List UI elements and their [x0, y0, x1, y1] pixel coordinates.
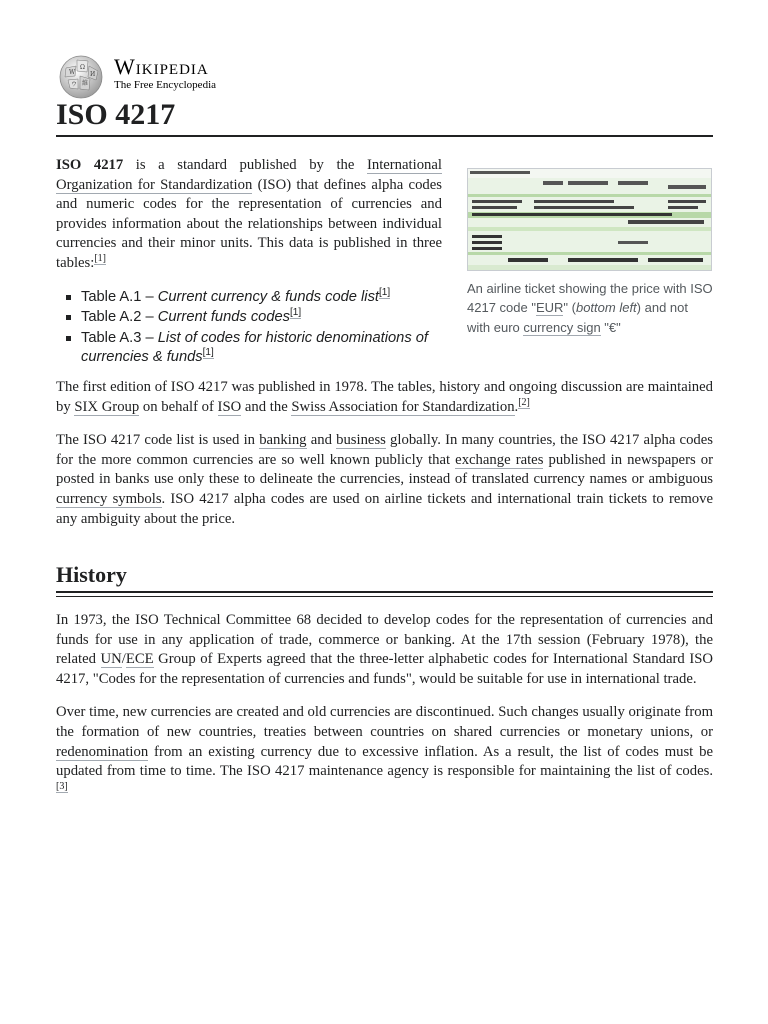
list-item [81, 308, 441, 328]
text: . [514, 398, 519, 415]
svg-text:Ω: Ω [80, 64, 85, 71]
citation-link[interactable]: [1] [202, 347, 214, 359]
text: / [121, 651, 126, 668]
iso-link[interactable]: ISO [217, 398, 242, 415]
figure-caption [467, 279, 713, 338]
ticket-figure [467, 168, 713, 337]
wikipedia-wordmark[interactable] [114, 56, 216, 92]
text: globally. In many countries, the ISO 4217 alpha codes for the more common currencies are so well known publicly that [56, 432, 713, 468]
text: (ISO) that defines alpha codes and numeric codes for the representation of currencies and provides information about the relationships between individual currencies and their minor units. This data is published in three tables: [56, 176, 442, 271]
citation-link[interactable]: [3] [56, 780, 68, 792]
table-name: List of codes for historic denominations of currencies & funds [81, 329, 428, 366]
iso-organization-link[interactable]: International Organization for Standardization [56, 157, 442, 193]
usage-paragraph [56, 431, 713, 529]
business-link[interactable]: business [336, 432, 386, 449]
table-label: Table A.1 – [81, 288, 158, 305]
edition-paragraph [56, 378, 713, 417]
section-heading-history: History [56, 561, 713, 593]
text: and [306, 432, 337, 449]
table-name: Current funds codes [157, 309, 291, 326]
svg-text:維: 維 [82, 80, 89, 87]
text: from an existing currency due to excessive inflation. As a result, the list of codes must be updated from time to time. The ISO 4217 maintenance agency is responsible for maintaining the list of codes. [56, 743, 713, 780]
text: . ISO 4217 alpha codes are used on airline tickets and international train tickets to remove any ambiguity about the price. [56, 490, 713, 527]
text: published in newspapers or posted in banks use only these to delineate the currencies, instead of translated currency names or ambiguous [56, 451, 713, 488]
eur-link[interactable]: EUR [535, 300, 564, 316]
svg-text:И: И [90, 71, 96, 78]
text: The first edition of ISO 4217 was published in 1978. The tables, history and ongoing discussion are maintained by [56, 378, 713, 415]
text: and the [241, 398, 292, 415]
article-body [56, 156, 713, 815]
list-item [81, 288, 441, 308]
brand-tagline: The Free Encyclopedia [114, 79, 217, 91]
caption-text: "€" [600, 319, 621, 335]
un-link[interactable]: UN [100, 651, 122, 668]
table-label: Table A.3 – [81, 329, 158, 346]
swiss-association-link[interactable]: Swiss Association for Standardization [291, 398, 515, 415]
currency-sign-link[interactable]: currency sign [523, 319, 601, 335]
six-group-link[interactable]: SIX Group [74, 398, 140, 415]
banking-link[interactable]: banking [259, 432, 307, 449]
citation-link[interactable]: [1] [94, 252, 107, 264]
ece-link[interactable]: ECE [125, 651, 154, 668]
text: is a standard published by the [123, 157, 367, 173]
caption-text: An airline ticket showing the price with ISO 4217 code " [467, 280, 713, 316]
caption-position: bottom left [575, 300, 637, 316]
citation-link[interactable]: [1] [290, 307, 302, 319]
history-paragraph-2 [56, 703, 713, 801]
citation-link[interactable]: [2] [518, 396, 530, 408]
caption-text: " ( [563, 300, 576, 316]
tables-list [56, 288, 441, 368]
site-header [56, 52, 356, 98]
brand-name: Wikipedia [114, 54, 209, 79]
citation-link[interactable]: [1] [379, 286, 391, 298]
redenomination-link[interactable]: redenomination [56, 743, 149, 760]
table-label: Table A.2 – [81, 309, 158, 326]
history-paragraph-1 [56, 611, 713, 689]
currency-symbols-link[interactable]: currency symbols [56, 490, 162, 507]
caption-text: ) and not with euro [467, 300, 688, 335]
text: Group of Experts agreed that the three-letter alphabetic codes for International Standard ISO 4217, "Codes for the representation of currencies and funds", would be suitable for use in international trade. [56, 651, 713, 687]
list-item [81, 329, 441, 368]
svg-text:W: W [69, 69, 76, 76]
svg-text:ウ: ウ [71, 81, 78, 88]
wikipedia-globe-logo[interactable] [56, 54, 106, 100]
text: on behalf of [139, 398, 218, 415]
text: In 1973, the ISO Technical Committee 68 decided to develop codes for the representation of currencies and funds for use in any application of trade, commerce or banking. At the 17th session (February 1978), the related [56, 612, 713, 668]
text: Over time, new currencies are created and old currencies are discontinued. Such changes usually originate from the formation of new countries, treaties between countries on shared currencies or monetary unions, or [56, 704, 713, 741]
text: The ISO 4217 code list is used in [56, 432, 260, 449]
table-name: Current currency & funds code list [157, 288, 379, 305]
intro-lead: ISO 4217 [56, 157, 124, 173]
exchange-rates-link[interactable]: exchange rates [455, 451, 544, 468]
airline-ticket-image[interactable] [467, 168, 712, 271]
page-title: ISO 4217 [56, 96, 713, 137]
intro-paragraph [56, 156, 442, 274]
